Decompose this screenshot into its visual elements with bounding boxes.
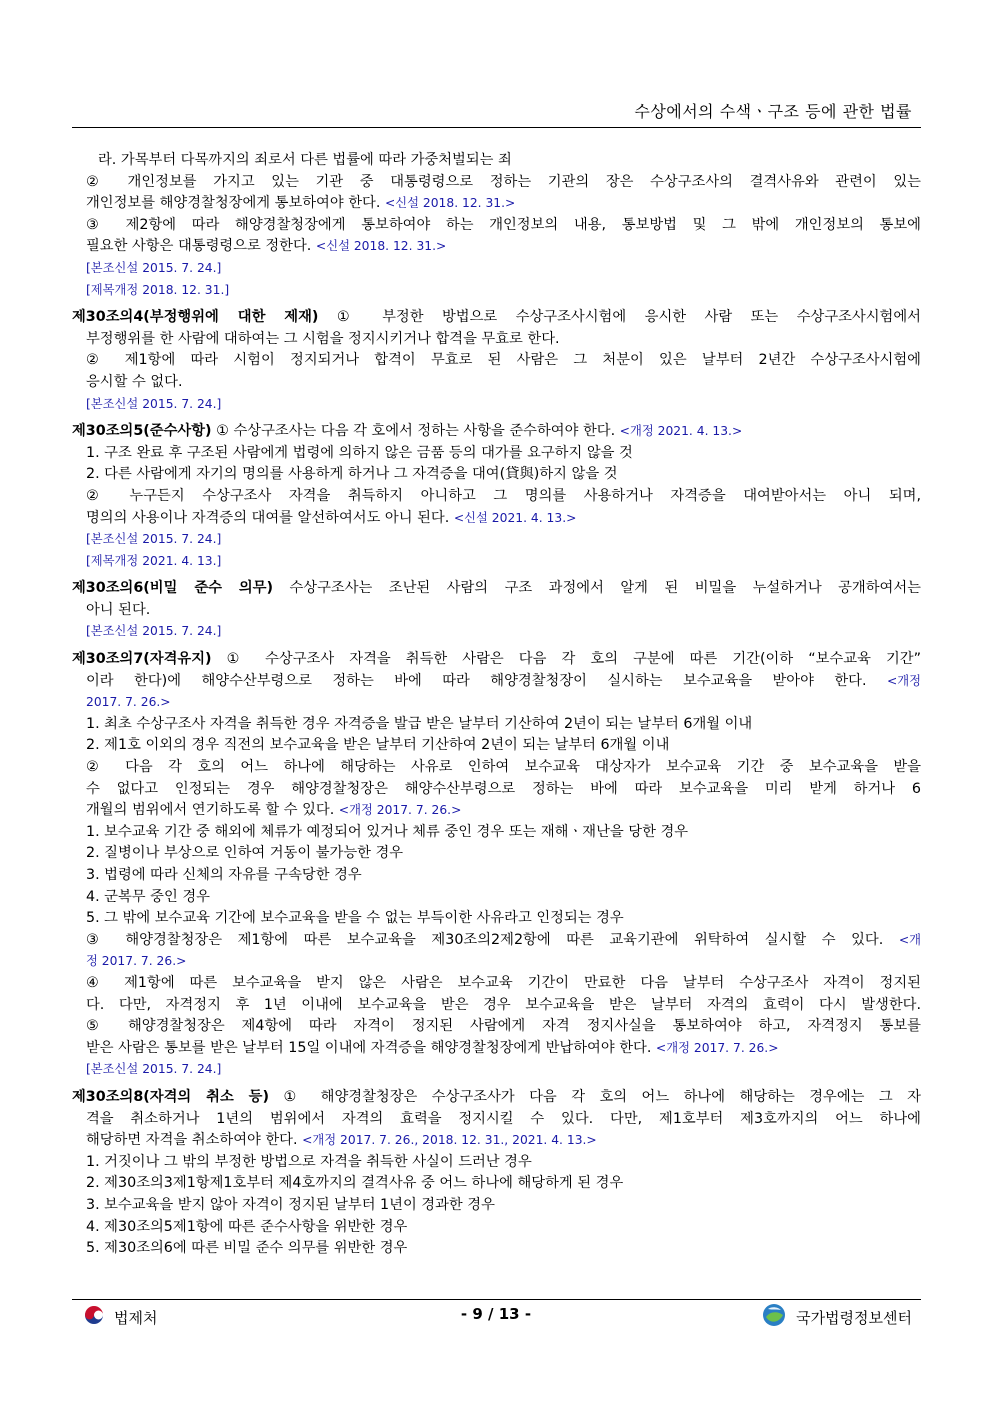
footer-publisher-name: 법제처 [114, 1308, 158, 1327]
line-text: 명의의 사용이나 자격증의 대여를 알선하여서도 아니 된다. [86, 509, 454, 526]
line-text: 2. 질병이나 부상으로 인하여 거동이 불가능한 경우 [86, 845, 404, 862]
text-line [72, 1173, 921, 1195]
text-line [72, 394, 921, 416]
text-line [72, 172, 921, 194]
line-text: 5. 그 밖에 보수교육 기간에 보수교육을 받을 수 없는 부득이한 사유라고 인정되는 경우 [86, 910, 624, 927]
text-line [72, 671, 921, 693]
text-line [72, 1195, 921, 1217]
text-line [72, 486, 921, 508]
text-line [72, 621, 921, 643]
text-line [72, 421, 921, 443]
text-line [72, 822, 921, 844]
amendment-note: [제목개정 2018. 12. 31.] [86, 282, 230, 297]
text-line [72, 350, 921, 372]
amendment-note: <개 [898, 932, 921, 947]
line-text: 2. 다른 사람에게 자기의 명의를 사용하게 하거나 그 자격증을 대여(貸與)하지 않을 것 [86, 466, 618, 483]
amendment-note: <개정 [886, 673, 921, 688]
line-text: 응시할 수 없다. [86, 373, 183, 390]
amendment-note: <신설 2018. 12. 31.> [315, 239, 447, 254]
text-line [72, 600, 921, 622]
line-text: ⑤ 해양경찰청장은 제4항에 따라 자격이 정지된 사람에게 자격 정지사실을 통보하여야 하고, 자격정지 통보를 [86, 1018, 921, 1035]
article-heading: 제30조의5(준수사항) [72, 423, 212, 440]
text-line [72, 973, 921, 995]
amendment-note: <개정 2017. 7. 26.> [338, 803, 462, 818]
line-text: ① 수상구조사는 다음 각 호에서 정하는 사항을 준수하여야 한다. [211, 423, 620, 440]
text-line [72, 215, 921, 237]
text-line [72, 930, 921, 952]
text-line [72, 280, 921, 302]
line-text: 격을 취소하거나 1년의 범위에서 자격의 효력을 정지시킬 수 있다. 다만, 제1호부터 제3호까지의 어느 하나에 [86, 1110, 921, 1127]
line-text: 해당하면 자격을 취소하여야 한다. [86, 1132, 303, 1149]
text-line [72, 1238, 921, 1260]
text-line [72, 551, 921, 573]
line-text: 다. 다만, 자격정지 후 1년 이내에 보수교육을 받은 경우 보수교육을 받은 날부터 자격의 효력이 다시 발생한다. [86, 996, 921, 1013]
header-divider [72, 127, 921, 128]
text-line [72, 757, 921, 779]
text-line [72, 865, 921, 887]
line-text: 4. 제30조의5제1항에 따른 준수사항을 위반한 경우 [86, 1218, 408, 1235]
line-text: 2. 제30조의3제1항제1호부터 제4호까지의 결격사유 중 어느 하나에 해당하게 된 경우 [86, 1175, 624, 1192]
line-text: 개월의 범위에서 연기하도록 할 수 있다. [86, 802, 339, 819]
line-text: 1. 거짓이나 그 밖의 부정한 방법으로 자격을 취득한 사실이 드러난 경우 [86, 1153, 532, 1170]
article-heading: 제30조의8(자격의 취소 등) [72, 1088, 269, 1105]
text-line [72, 995, 921, 1017]
line-text: ① 부정한 방법으로 수상구조사시험에 응시한 사람 또는 수상구조사시험에서 [318, 309, 921, 326]
line-text: ① 수상구조사 자격을 취득한 사람은 다음 각 호의 구분에 따른 기간(이하 “보수교육 기간” [211, 651, 921, 668]
text-line [72, 887, 921, 909]
line-text: 1. 구조 완료 후 구조된 사람에게 법령에 의하지 않은 금품 등의 대가를 요구하지 않을 것 [86, 444, 633, 461]
line-text: 1. 보수교육 기간 중 해외에 체류가 예정되어 있거나 체류 중인 경우 또는 재해ㆍ재난을 당한 경우 [86, 823, 689, 840]
article-heading: 제30조의7(자격유지) [72, 651, 212, 668]
line-text: ② 제1항에 따라 시험이 정지되거나 합격이 무효로 된 사람은 그 처분이 있은 날부터 2년간 수상구조사시험에 [86, 352, 921, 369]
text-line [72, 908, 921, 930]
globe-logo-icon [762, 1303, 786, 1331]
text-line [72, 800, 921, 822]
text-line [72, 692, 921, 714]
line-text: ① 해양경찰청장은 수상구조사가 다음 각 호의 어느 하나에 해당하는 경우에는 그 자 [269, 1088, 921, 1105]
line-text: 5. 제30조의6에 따른 비밀 준수 의무를 위반한 경우 [86, 1240, 408, 1257]
text-line [72, 508, 921, 530]
line-text: 수 없다고 인정되는 경우 해양경찰청장은 해양수산부령으로 정하는 바에 따라 보수교육을 미리 받게 하거나 6 [86, 780, 921, 797]
text-line [72, 951, 921, 973]
line-text: 3. 보수교육을 받지 않아 자격이 정지된 날부터 1년이 경과한 경우 [86, 1196, 495, 1213]
text-line [72, 329, 921, 351]
text-line [72, 714, 921, 736]
text-line [72, 307, 921, 329]
text-line [72, 258, 921, 280]
amendment-note: 정 2017. 7. 26.> [86, 954, 187, 969]
line-text: 라. 가목부터 다목까지의 죄로서 다른 법률에 따라 가중처벌되는 죄 [98, 152, 512, 168]
article-heading: 제30조의4(부정행위에 대한 제재) [72, 309, 319, 326]
amendment-note: 2017. 7. 26.> [86, 695, 171, 710]
article-heading: 제30조의6(비밀 준수 의무) [72, 580, 273, 597]
text-line [72, 464, 921, 486]
line-text: ② 누구든지 수상구조사 자격을 취득하지 아니하고 그 명의를 사용하거나 자격증을 대여받아서는 아니 되며, [86, 487, 921, 504]
amendment-note: <개정 2021. 4. 13.> [619, 424, 743, 439]
line-text: 개인정보를 해양경찰청장에게 통보하여야 한다. [86, 195, 385, 212]
line-text: ③ 제2항에 따라 해양경찰청장에게 통보하여야 하는 개인정보의 내용, 통보방법 및 그 밖에 개인정보의 통보에 [86, 216, 921, 233]
line-text: 아니 된다. [86, 601, 151, 618]
amendment-note: <신설 2021. 4. 13.> [453, 510, 577, 525]
text-line [72, 1217, 921, 1239]
line-text: ② 다음 각 호의 어느 하나에 해당하는 사유로 인하여 보수교육 대상자가 보수교육 기간 중 보수교육을 받을 [86, 759, 921, 776]
text-line [72, 372, 921, 394]
footer-center-name [762, 1303, 912, 1331]
footer-divider [72, 1299, 921, 1300]
text-line [72, 578, 921, 600]
amendment-note: [본조신설 2015. 7. 24.] [86, 624, 222, 639]
text-line [72, 843, 921, 865]
page-number: - 9 / 13 - [460, 1305, 532, 1323]
line-text: 수상구조사는 조난된 사람의 구조 과정에서 알게 된 비밀을 누설하거나 공개하여서는 [273, 580, 921, 597]
text-line [72, 1087, 921, 1109]
line-text: 받은 사람은 통보를 받은 날부터 15일 이내에 자격증을 해양경찰청장에게 반납하여야 한다. [86, 1039, 656, 1056]
text-line [72, 443, 921, 465]
line-text: 이라 한다)에 해양수산부령으로 정하는 바에 따라 해양경찰청장이 실시하는 보수교육을 받아야 한다. [86, 672, 887, 689]
line-text: 3. 법령에 따라 신체의 자유를 구속당한 경우 [86, 867, 362, 883]
line-text: ③ 해양경찰청장은 제1항에 따른 보수교육을 제30조의2제2항에 따른 교육기관에 위탁하여 실시할 수 있다. [86, 931, 899, 948]
line-text: 1. 최초 수상구조사 자격을 취득한 경우 자격증을 발급 받은 날부터 기산하여 2년이 되는 날부터 6개월 이내 [86, 715, 753, 732]
line-text: 4. 군복무 중인 경우 [86, 888, 210, 905]
law-text-body [72, 150, 921, 1260]
amendment-note: <개정 2017. 7. 26., 2018. 12. 31., 2021. 4. 13.> [302, 1133, 597, 1148]
text-line [72, 529, 921, 551]
text-line [72, 649, 921, 671]
amendment-note: [본조신설 2015. 7. 24.] [86, 260, 222, 275]
line-text: 부정행위를 한 사람에 대하여는 그 시험을 정지시키거나 합격을 무효로 한다. [86, 330, 560, 347]
amendment-note: <개정 2017. 7. 26.> [655, 1040, 779, 1055]
line-text: 필요한 사항은 대통령령으로 정한다. [86, 238, 316, 255]
amendment-note: [본조신설 2015. 7. 24.] [86, 396, 222, 411]
amendment-note: [제목개정 2021. 4. 13.] [86, 553, 222, 568]
line-text: ② 개인정보를 가지고 있는 기관 중 대통령령으로 정하는 기관의 장은 수상구조사의 결격사유와 관련이 있는 [86, 173, 921, 190]
line-text: ④ 제1항에 따른 보수교육을 받지 않은 사람은 보수교육 기간이 만료한 다음 날부터 수상구조사 자격이 정지된 [86, 974, 921, 991]
text-line [72, 1038, 921, 1060]
amendment-note: [본조신설 2015. 7. 24.] [86, 1062, 222, 1077]
line-text: 2. 제1호 이외의 경우 직전의 보수교육을 받은 날부터 기산하여 2년이 되는 날부터 6개월 이내 [86, 737, 670, 754]
text-line [72, 150, 921, 172]
text-line [72, 193, 921, 215]
amendment-note: <신설 2018. 12. 31.> [384, 196, 516, 211]
text-line [72, 1152, 921, 1174]
text-line [72, 1016, 921, 1038]
text-line [72, 1059, 921, 1081]
text-line [72, 1109, 921, 1131]
text-line [72, 779, 921, 801]
text-line [72, 1130, 921, 1152]
text-line [72, 236, 921, 258]
document-title: 수상에서의 수색ㆍ구조 등에 관한 법률 [634, 102, 912, 121]
footer-center-label: 국가법령정보센터 [796, 1308, 912, 1327]
amendment-note: [본조신설 2015. 7. 24.] [86, 532, 222, 547]
text-line [72, 735, 921, 757]
